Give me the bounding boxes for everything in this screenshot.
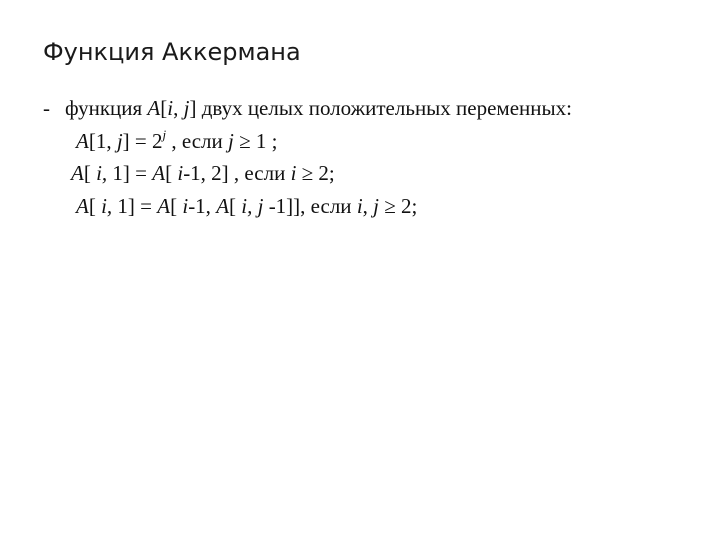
rule3-rhs-i: i [182, 194, 189, 218]
rule3-cond-j: j [373, 194, 379, 218]
rule2-cond-rest: ≥ 2; [296, 161, 335, 185]
rule2-rhs-open: [ [165, 161, 178, 185]
rule3-rhs-a: A [157, 194, 171, 218]
rule3-rhs-open: [ [170, 194, 183, 218]
rule3-inner-a: A [216, 194, 230, 218]
rule2-rhs-i: i [177, 161, 184, 185]
rule3-lhs-rest: 1] = [112, 194, 158, 218]
rule1-lhs-open: [1, [88, 129, 117, 153]
args-comma: , [173, 96, 184, 120]
rule2-lhs-open: [ [83, 161, 97, 185]
arg-i: i [167, 96, 174, 120]
rule3-lhs-i: i, [101, 194, 113, 218]
rule1-lhs-a: A [76, 129, 89, 153]
arg-j: j [183, 96, 190, 120]
bullet-line [43, 94, 572, 122]
rule1-eq: = 2 [129, 129, 163, 153]
bullet-rest-text: двух целых положительных переменных: [196, 96, 572, 120]
function-name: A [147, 96, 161, 120]
rule3-rhs-mid: -1, [188, 194, 217, 218]
bullet-dash: - [43, 96, 50, 120]
rule2-lhs-rest: 1] = [107, 161, 153, 185]
rule1-lhs-close: ] [122, 129, 130, 153]
args-open: [ [160, 96, 168, 120]
bullet-lead-text: функция [65, 96, 148, 120]
rule-1-line [76, 127, 278, 155]
rule1-exponent: j [162, 127, 167, 142]
rule3-inner-open: [ [229, 194, 242, 218]
rule2-lhs-a: A [71, 161, 84, 185]
rule2-rhs-a: A [152, 161, 166, 185]
args-close: ] [189, 96, 197, 120]
rule3-inner-ij: i, j [241, 194, 264, 218]
rule2-cond-i: i [290, 161, 297, 185]
rule1-cond-rest: ≥ 1 ; [233, 129, 278, 153]
rule-3-line [76, 192, 417, 220]
rule1-lhs-j: j [116, 129, 123, 153]
rule3-cond-rest: ≥ 2; [379, 194, 418, 218]
slide-title: Функция Аккермана [43, 38, 301, 66]
rule1-cond-text: , если [166, 129, 229, 153]
rule3-inner-rest: -1]], если [263, 194, 357, 218]
rule3-lhs-a: A [76, 194, 89, 218]
rule-2-line [71, 159, 335, 187]
rule3-lhs-open: [ [88, 194, 102, 218]
rule2-lhs-i: i, [96, 161, 108, 185]
rule3-cond-i: i [356, 194, 363, 218]
rule2-rhs-rest: -1, 2] , если [183, 161, 291, 185]
rule3-cond-comma: , [362, 194, 374, 218]
rule1-cond-j: j [228, 129, 234, 153]
